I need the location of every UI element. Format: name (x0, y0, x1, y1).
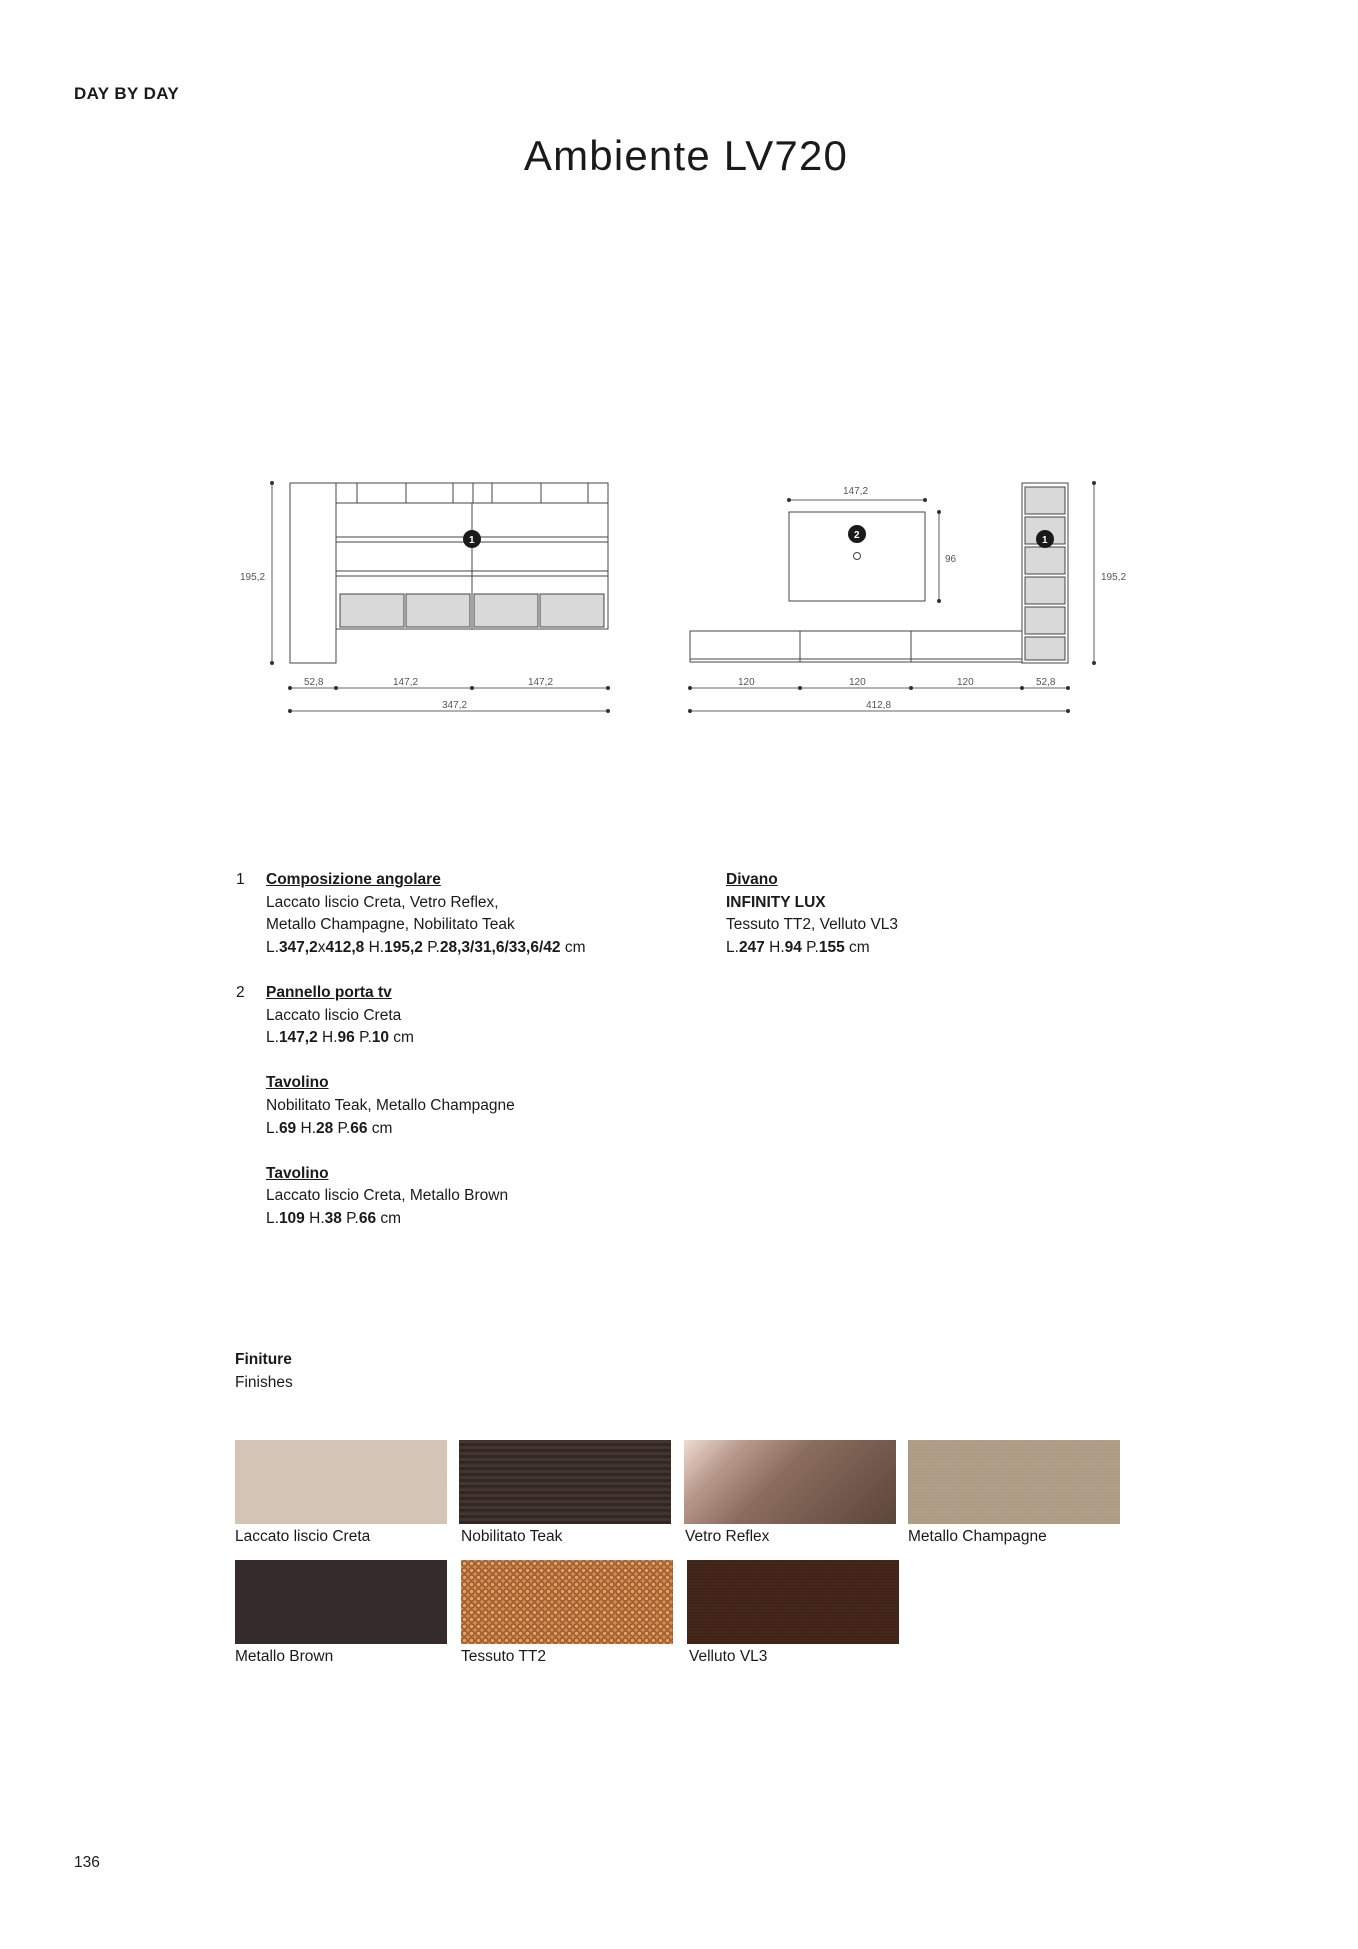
left-dim-3: 147,2 (528, 677, 554, 688)
item-title: Tavolino (266, 1074, 329, 1092)
item-composizione (236, 869, 686, 959)
item-pannello (236, 982, 686, 1050)
swatch-label: Tessuto TT2 (461, 1648, 547, 1665)
right-total-dim: 412,8 (866, 700, 892, 711)
item-title: Tavolino (266, 1164, 329, 1182)
finishes-heading (235, 1349, 293, 1394)
svg-text:2: 2 (854, 530, 860, 541)
panel-width-dim: 147,2 (843, 486, 869, 497)
sofa-line: Tessuto TT2, Velluto VL3 (726, 916, 899, 934)
swatch-label: Nobilitato Teak (461, 1528, 563, 1545)
swatch-label: Velluto VL3 (689, 1648, 768, 1665)
swatch-laccato-creta (235, 1440, 447, 1524)
left-height-dim: 195,2 (240, 572, 266, 583)
swatch-nobilitato-teak (459, 1440, 671, 1524)
swatch-label: Vetro Reflex (685, 1528, 770, 1545)
swatch-metallo-champagne (908, 1440, 1120, 1524)
right-dim-1: 120 (738, 677, 755, 688)
item-title: Pannello porta tv (266, 983, 392, 1001)
item-line: Laccato liscio Creta, Vetro Reflex, (266, 893, 499, 911)
item-line: Laccato liscio Creta, Metallo Brown (266, 1187, 509, 1205)
swatch-label: Metallo Brown (235, 1648, 334, 1665)
right-dim-4: 52,8 (1036, 677, 1056, 688)
finishes-subtitle: Finishes (235, 1373, 293, 1391)
left-dim-2: 147,2 (393, 677, 419, 688)
right-height-dim: 195,2 (1101, 572, 1127, 583)
swatch-tessuto-tt2 (461, 1560, 673, 1644)
swatch-label: Laccato liscio Creta (235, 1528, 371, 1545)
svg-text:1: 1 (1042, 535, 1048, 546)
left-tall-column (290, 483, 336, 663)
swatch-velluto-vl3 (687, 1560, 899, 1644)
item-line: Laccato liscio Creta (266, 1006, 402, 1024)
sofa-block (726, 869, 1106, 959)
section-label: DAY BY DAY (74, 84, 180, 103)
item-dims: L.147,2 H.96 P.10 cm (266, 1029, 414, 1047)
page-title: Ambiente LV720 (523, 132, 849, 179)
item-dims: L.109 H.38 P.66 cm (266, 1209, 402, 1227)
sofa-model: INFINITY LUX (726, 893, 826, 911)
page-number: 136 (74, 1854, 100, 1871)
item-dims: L.347,2x412,8 H.195,2 P.28,3/31,6/33,6/42 cm (266, 938, 586, 956)
item-line: Metallo Champagne, Nobilitato Teak (266, 916, 515, 934)
swatch-label: Metallo Champagne (908, 1528, 1047, 1545)
item-title: Composizione angolare (266, 871, 441, 888)
left-total-dim: 347,2 (442, 700, 468, 711)
item-dims: L.69 H.28 P.66 cm (266, 1119, 393, 1137)
item-line: Nobilitato Teak, Metallo Champagne (266, 1096, 515, 1114)
item-tavolino-1 (266, 1072, 686, 1140)
sofa-dims: L.247 H.94 P.155 cm (726, 938, 870, 956)
items-list (236, 869, 686, 1253)
right-dim-3: 120 (957, 677, 974, 688)
right-dim-2: 120 (849, 677, 866, 688)
item-index: 2 (236, 983, 245, 1001)
left-dim-1: 52,8 (304, 677, 324, 688)
item-index: 1 (236, 871, 245, 888)
svg-text:1: 1 (469, 535, 475, 546)
panel-height-dim: 96 (945, 554, 957, 565)
technical-drawing (0, 0, 1358, 760)
item-tavolino-2 (266, 1163, 686, 1231)
swatch-vetro-reflex (684, 1440, 896, 1524)
finishes-title: Finiture (235, 1351, 292, 1368)
sofa-title: Divano (726, 871, 778, 888)
swatch-metallo-brown (235, 1560, 447, 1644)
